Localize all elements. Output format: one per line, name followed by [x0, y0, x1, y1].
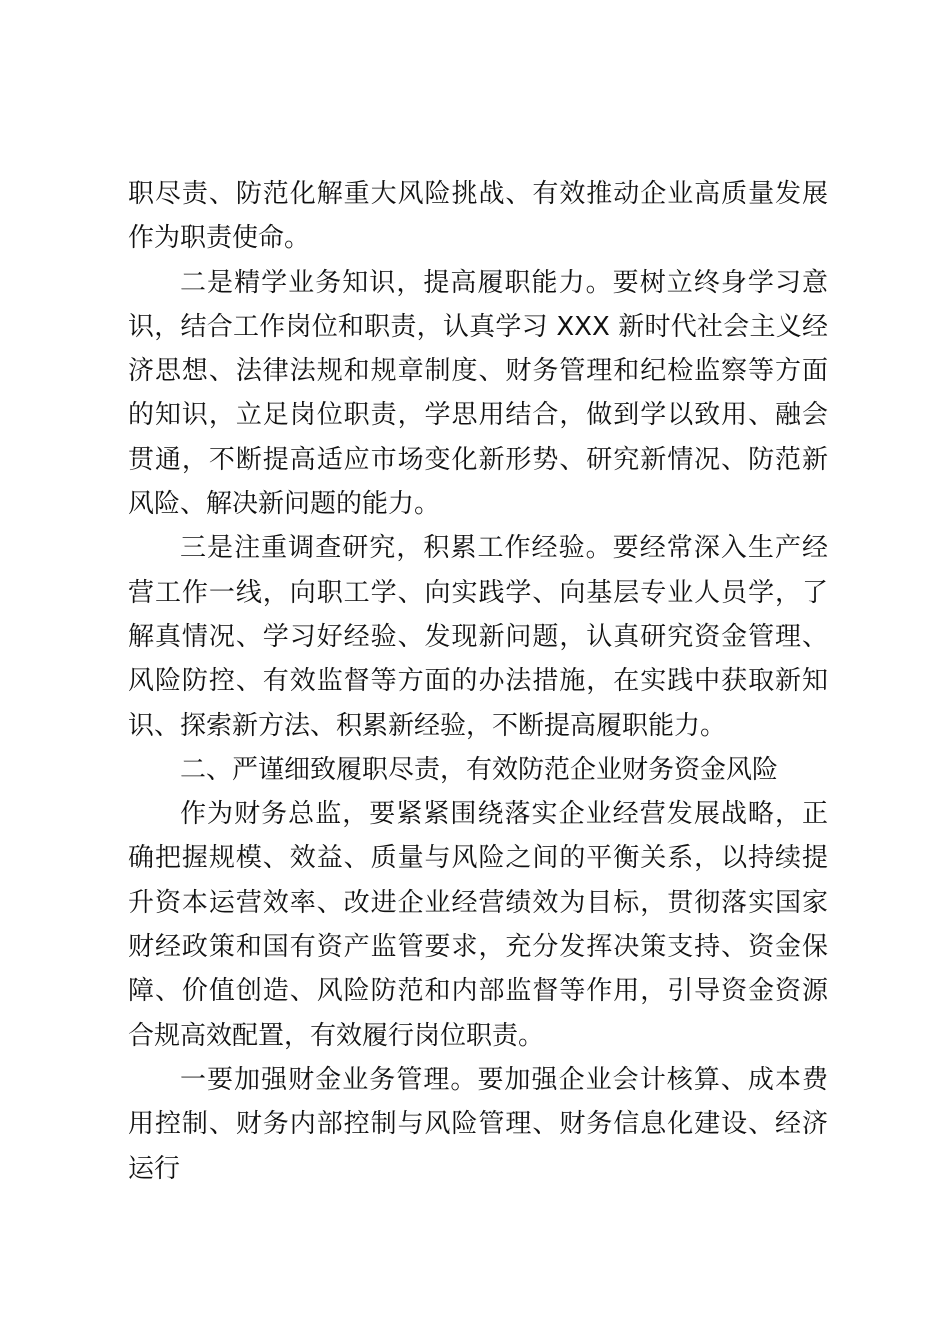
paragraph-continuation: 职尽责、防范化解重大风险挑战、有效推动企业高质量发展作为职责使命。 — [128, 179, 828, 254]
paragraph-point-2: 二是精学业务知识，提高履职能力。要树立终身学习意识，结合工作岗位和职责，认真学习 XXX 新时代社会主义经济思想、法律法规和规章制度、财务管理和纪检监察等方面的知识，立足岗位职责，学思用结合，做到学以致用、融会贯通，不断提高适应市场变化新形势、研究新情况、防范新风险、解决新问题的能力。 — [128, 267, 828, 520]
document-body — [128, 172, 828, 1191]
paragraph-section-intro: 作为财务总监，要紧紧围绕落实企业经营发展战略，正确把握规模、效益、质量与风险之间的平衡关系，以持续提升资本运营效率、改进企业经营绩效为目标，贯彻落实国家财经政策和国有资产监管要求，充分发挥决策支持、资金保障、价值创造、风险防范和内部监督等作用，引导资金资源合规高效配置，有效履行岗位职责。 — [128, 799, 828, 1051]
paragraph-item-1: 一要加强财金业务管理。要加强企业会计核算、成本费用控制、财务内部控制与风险管理、财务信息化建设、经济运行 — [128, 1064, 828, 1184]
section-heading: 二、严谨细致履职尽责，有效防范企业财务资金风险 — [180, 754, 779, 785]
paragraph-point-3: 三是注重调查研究，积累工作经验。要经常深入生产经营工作一线，向职工学、向实践学、向基层专业人员学，了解真情况、学习好经验、发现新问题，认真研究资金管理、风险防控、有效监督等方面的办法措施，在实践中获取新知识、探索新方法、积累新经验，不断提高履职能力。 — [128, 533, 828, 741]
